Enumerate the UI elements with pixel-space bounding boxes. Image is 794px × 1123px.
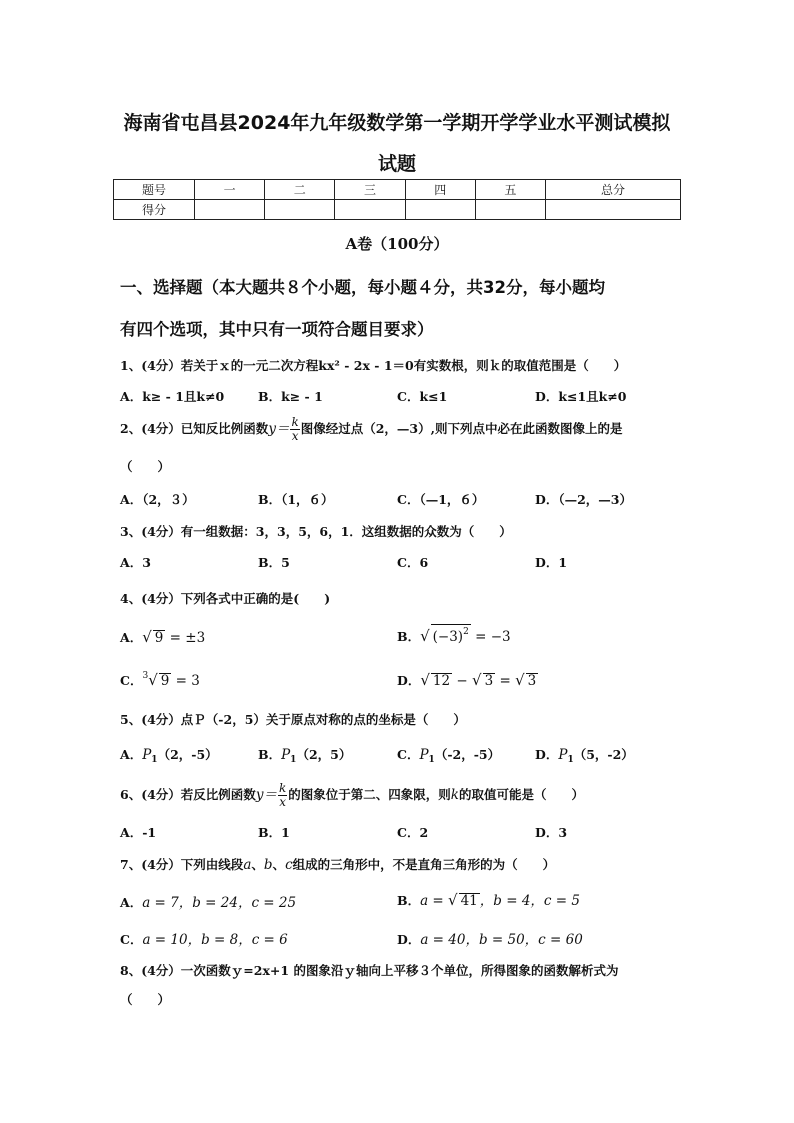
score-cell: 二 (265, 180, 335, 200)
point-p: P (281, 747, 291, 763)
q6-option-a: A．-1 (120, 825, 157, 840)
q2-option-d: D．（—2，—3） (535, 492, 632, 507)
subscript: 1 (428, 755, 435, 765)
score-row-label: 得分 (114, 200, 195, 220)
q5-option-b-value: （2，5） (296, 747, 352, 762)
q4-option-a (120, 628, 205, 646)
q7-option-a (120, 891, 296, 911)
question-1-stem: 1、(4分）若关于ｘ的一元二次方程kx² - 2x - 1＝0有实数根，则ｋ的取值范围是（ ） (120, 358, 627, 373)
q4-option-a-expr (142, 630, 205, 646)
q2-fraction (290, 416, 299, 443)
q7-option-b-a: a = (420, 893, 449, 909)
q6-denominator: x (279, 795, 286, 809)
q2-text-2: 图像经过点（2，—3）,则下列点中必在此函数图像上的是 (300, 421, 623, 436)
q3-option-c: C．6 (397, 555, 429, 570)
score-blank-cell (546, 200, 681, 220)
q5-option-a-value: （2，-5） (157, 747, 218, 762)
q5-option-d-value: （5，-2） (573, 747, 634, 762)
q6-text-3: 的取值可能是（ ） (458, 787, 584, 802)
q5-option-d-label: D． (535, 747, 559, 762)
q3-option-a: A．3 (120, 555, 151, 570)
q7-option-d-label: D． (397, 932, 421, 947)
q2-option-a: A．（2，３） (120, 492, 195, 507)
q7-option-b-label: B． (397, 893, 421, 908)
subscript: 1 (151, 755, 158, 765)
q7-option-c (120, 928, 288, 948)
radicand-base: (−3) (432, 629, 464, 645)
q5-option-c-value: （-2，-5） (434, 747, 501, 762)
exponent: 2 (463, 627, 469, 637)
q7-option-b-rest: ，b = 4，c = 5 (479, 893, 580, 909)
q6-option-b: B．1 (258, 825, 290, 840)
q4-option-a-label: A． (120, 630, 143, 645)
separator: 、 (272, 857, 286, 872)
q2-text-1: 2、(4分）已知反比例函数 (120, 421, 269, 436)
score-blank-cell (475, 200, 545, 220)
q2-numerator: k (291, 415, 299, 429)
question-6-stem (120, 782, 584, 809)
part1-heading-line2: 有四个选项，其中只有一项符合题目要求） (120, 320, 434, 339)
q5-option-a-label: A． (120, 747, 143, 762)
section-a-heading: A卷（100分） (345, 235, 449, 253)
radical-sign-icon: √ (148, 671, 158, 689)
radicand (431, 624, 471, 645)
q3-option-d: D．1 (535, 555, 568, 570)
score-cell: 四 (405, 180, 475, 200)
score-cell: 题号 (114, 180, 195, 200)
radicand: 9 (154, 630, 164, 646)
segment-c: c (285, 857, 293, 873)
q5-option-b (258, 745, 351, 765)
score-blank-cell (265, 200, 335, 220)
q6-option-c: C．2 (397, 825, 429, 840)
q6-text-1: 6、(4分）若反比例函数 (120, 787, 256, 802)
question-5-stem: 5、(4分）点Ｐ（-2，5）关于原点对称的点的坐标是（ ） (120, 712, 466, 727)
q8-answer-paren: （ ） (120, 992, 171, 1007)
radical-sign-icon: √ (420, 671, 430, 689)
score-cell: 五 (475, 180, 545, 200)
radicand: 9 (160, 673, 170, 689)
q5-option-b-label: B． (258, 747, 282, 762)
q7-option-a-value: a = 7，b = 24，c = 25 (142, 895, 297, 911)
q7-text-2: 组成的三角形中，不是直角三角形的为（ ） (292, 857, 556, 872)
exam-title-line2: 试题 (377, 153, 416, 175)
question-8-stem: 8、(4分）一次函数ｙ=2x+1 的图象沿ｙ轴向上平移３个单位，所得图象的函数解析式为 (120, 963, 619, 978)
score-table-score-row (114, 200, 681, 220)
score-table-header-row (114, 180, 681, 200)
score-blank-cell (335, 200, 405, 220)
segment-a: a (243, 857, 252, 873)
question-7-stem (120, 855, 555, 873)
radical-sign-icon: √ (448, 891, 458, 909)
question-4-stem: 4、(4分）下列各式中正确的是( ) (120, 591, 331, 606)
q7-option-c-label: C． (120, 932, 143, 947)
q4-option-c-expr (142, 673, 199, 689)
score-cell: 总分 (546, 180, 681, 200)
q6-option-d: D．3 (535, 825, 568, 840)
subscript: 1 (290, 755, 297, 765)
minus-sign: − (452, 673, 472, 689)
q5-option-c (397, 745, 500, 765)
q1-option-b: B．k≥ - 1 (258, 389, 323, 404)
q4-option-c (120, 671, 200, 689)
equals-sign: = (495, 673, 516, 689)
q6-y-equals: y＝ (255, 787, 277, 803)
subscript: 1 (567, 755, 574, 765)
root-index: 3 (142, 671, 149, 681)
question-3-stem: 3、(4分）有一组数据：3，3，5，6，1．这组数据的众数为（ ） (120, 524, 512, 539)
q2-denominator: x (291, 429, 299, 443)
radicand: 3 (484, 673, 494, 689)
q1-option-a: A．k≥ - 1且k≠0 (120, 389, 225, 404)
radicand: 12 (432, 673, 451, 689)
q5-option-a (120, 745, 218, 765)
point-p: P (142, 747, 152, 763)
score-cell: 三 (335, 180, 405, 200)
q3-option-b: B．5 (258, 555, 290, 570)
question-2-stem (120, 416, 622, 443)
q7-option-d (397, 928, 583, 948)
q4-option-d (397, 671, 538, 689)
separator: 、 (251, 857, 264, 872)
q2-option-b: B．（1，６） (258, 492, 334, 507)
radical-sign-icon: √ (142, 628, 152, 646)
part1-heading-line1: 一、选择题（本大题共８个小题，每小题４分，共32分，每小题均 (120, 278, 605, 297)
score-table (113, 179, 681, 220)
q4-option-c-label: C． (120, 673, 143, 688)
q5-option-c-label: C． (397, 747, 420, 762)
score-blank-cell (195, 200, 265, 220)
q7-option-b (397, 889, 580, 909)
q4-option-a-rhs: = ±3 (165, 630, 206, 646)
score-cell: 一 (195, 180, 265, 200)
radicand: 41 (460, 893, 478, 909)
q4-option-c-rhs: = 3 (171, 673, 200, 689)
q6-text-2: 的图象位于第二、四象限，则 (288, 787, 451, 802)
exam-title-line1: 海南省屯昌县2024年九年级数学第一学期开学学业水平测试模拟 (123, 112, 671, 134)
q7-text-1: 7、(4分）下列由线段 (120, 857, 244, 872)
q4-option-b-label: B． (397, 629, 421, 644)
q6-fraction (278, 782, 287, 809)
q7-option-c-value: a = 10，b = 8，c = 6 (142, 932, 288, 948)
q4-option-b-expr (420, 629, 511, 645)
q1-option-c: C．k≤1 (397, 389, 448, 404)
q5-option-d (535, 745, 634, 765)
q2-option-c: C．（—1，６） (397, 492, 485, 507)
radical-sign-icon: √ (472, 671, 482, 689)
radical-sign-icon: √ (420, 627, 430, 645)
segment-b: b (263, 857, 273, 873)
q6-numerator: k (278, 781, 287, 795)
radical-sign-icon: √ (515, 671, 525, 689)
q4-option-b-rhs: = −3 (470, 629, 511, 645)
q2-answer-paren: （ ） (120, 459, 171, 474)
q7-option-a-label: A． (120, 895, 143, 910)
score-blank-cell (405, 200, 475, 220)
q4-option-d-label: D． (397, 673, 421, 688)
point-p: P (558, 747, 568, 763)
q4-option-d-expr (420, 673, 538, 689)
q4-option-b (397, 624, 511, 645)
q2-y-equals: y＝ (268, 421, 290, 437)
q1-option-d: D．k≤1且k≠0 (535, 389, 627, 404)
q7-option-d-value: a = 40，b = 50，c = 60 (420, 932, 583, 948)
radicand: 3 (527, 673, 537, 689)
q6-k: k (450, 787, 459, 803)
q7-option-b-root (448, 893, 480, 909)
point-p: P (419, 747, 429, 763)
